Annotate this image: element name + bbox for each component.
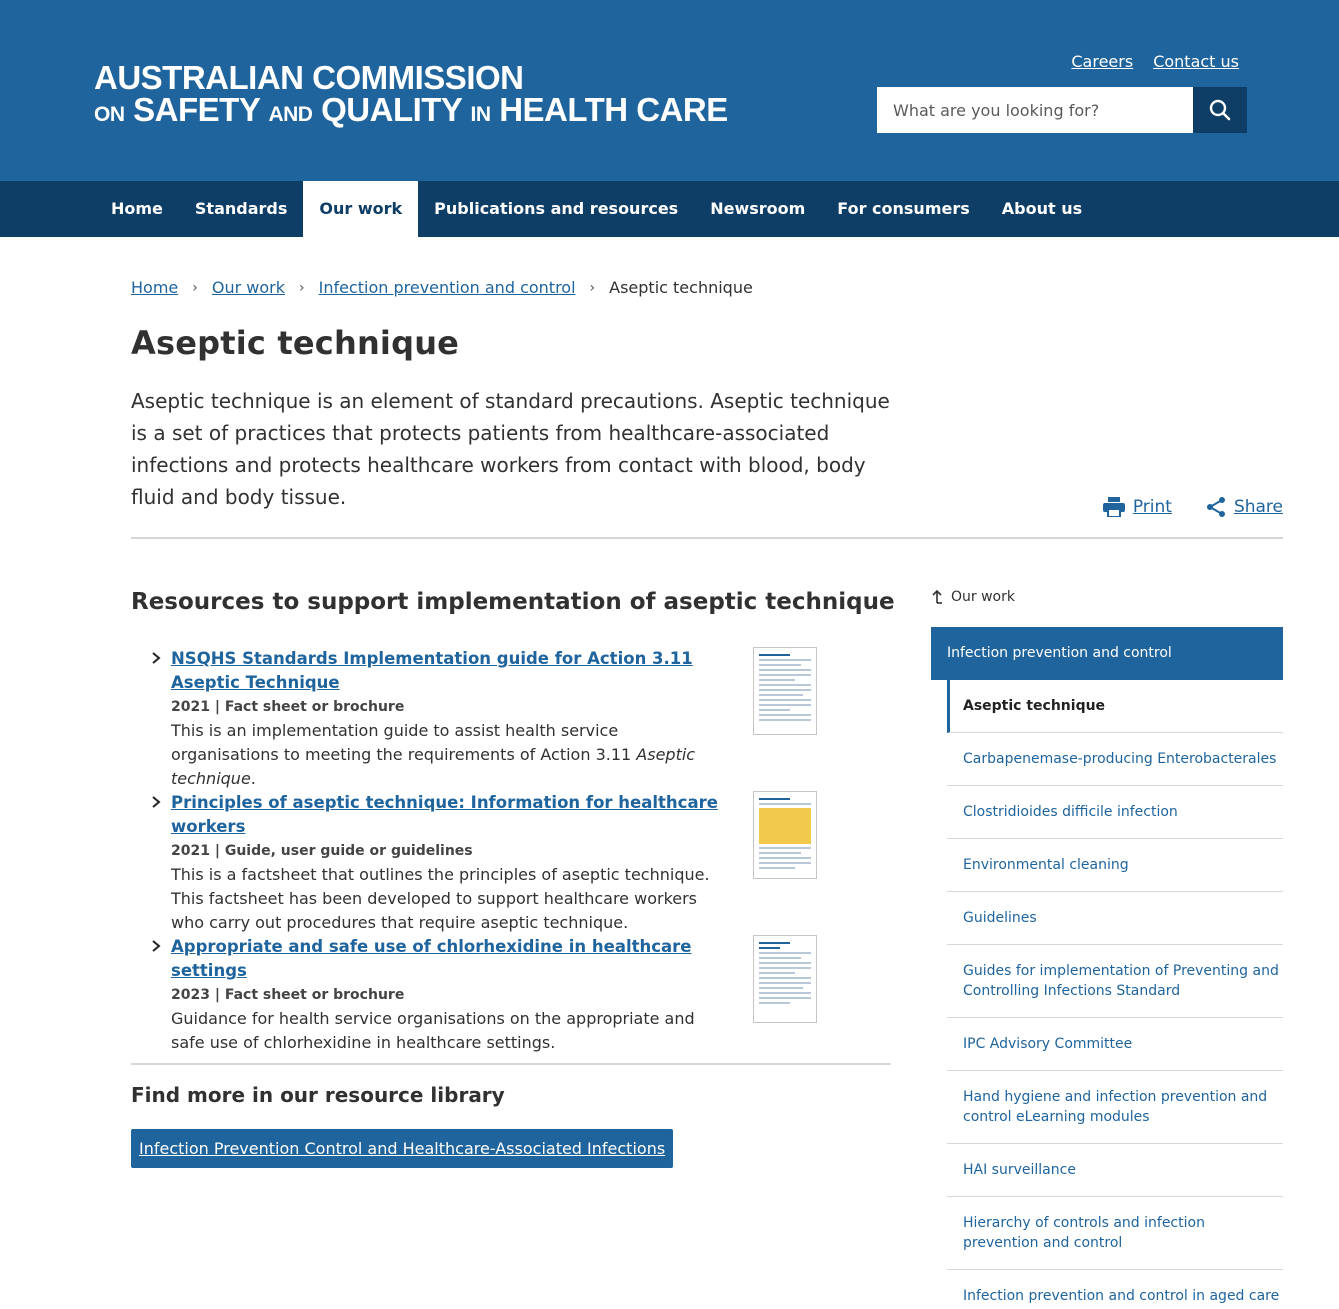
resource-title-link[interactable]: Appropriate and safe use of chlorhexidine in healthcare settings — [171, 937, 692, 980]
sidebar-item-aged-care[interactable]: Infection prevention and control in aged care — [947, 1270, 1283, 1309]
chevron-right-icon: › — [192, 279, 198, 296]
share-icon — [1206, 496, 1226, 518]
resource-desc-text: This is an implementation guide to assist health service organisations to meeting the requirements of Action 3.11 — [171, 721, 637, 764]
sidebar-item-guides-implementation[interactable]: Guides for implementation of Preventing and Controlling Infections Standard — [947, 945, 1283, 1018]
sidebar-item-hai-surveillance[interactable]: HAI surveillance — [947, 1144, 1283, 1197]
resource-meta: 2021 | Fact sheet or brochure — [171, 699, 405, 715]
logo-line-2 — [94, 91, 728, 131]
chevron-right-icon — [151, 795, 161, 809]
resource-meta: 2021 | Guide, user guide or guidelines — [171, 843, 473, 859]
logo-health: HEALTH CARE — [499, 91, 728, 128]
search-bar — [877, 87, 1247, 133]
logo-quality: QUALITY — [321, 91, 462, 128]
resource-thumbnail[interactable] — [753, 791, 817, 879]
resource-description: Guidance for health service organisations on the appropriate and safe use of chlorhexidine in healthcare settings. — [171, 1009, 695, 1052]
resource-title-link[interactable]: Principles of aseptic technique: Information for healthcare workers — [171, 793, 718, 836]
resource-meta: 2023 | Fact sheet or brochure — [171, 987, 405, 1003]
resource-thumbnail[interactable] — [753, 647, 817, 735]
sidebar-item-aseptic-technique[interactable]: Aseptic technique — [947, 680, 1283, 733]
breadcrumb-home[interactable]: Home — [131, 278, 179, 297]
sidebar-item-hierarchy-controls[interactable]: Hierarchy of controls and infection prevention and control — [947, 1197, 1283, 1270]
resource-item — [151, 935, 831, 1055]
nav-home[interactable]: Home — [111, 199, 163, 218]
chevron-right-icon: › — [589, 279, 596, 296]
divider — [131, 537, 1283, 539]
resource-library-button[interactable]: Infection Prevention Control and Healthcare-Associated Infections — [131, 1129, 673, 1168]
divider — [131, 1063, 891, 1065]
breadcrumb-current: Aseptic technique — [609, 278, 753, 297]
site-logo[interactable] — [94, 59, 728, 131]
sidebar-nav — [947, 680, 1283, 1309]
breadcrumb-our-work[interactable]: Our work — [211, 278, 285, 297]
sidebar-up-link[interactable] — [931, 589, 1015, 605]
page-actions — [1103, 496, 1283, 518]
resource-description: This is a factsheet that outlines the principles of aseptic technique. This factsheet has been developed to support healthcare workers who carry out procedures that require aseptic technique. — [171, 865, 710, 932]
resource-description — [171, 719, 716, 791]
print-button[interactable] — [1103, 496, 1172, 518]
main-nav — [0, 181, 1339, 237]
resource-desc-end: . — [250, 769, 256, 788]
sidebar-up-label: Our work — [951, 589, 1015, 605]
nav-our-work[interactable]: Our work — [303, 181, 418, 237]
resource-desc-emphasis: Aseptic technique — [171, 745, 696, 788]
chevron-right-icon — [151, 651, 161, 665]
search-button[interactable] — [1193, 87, 1247, 133]
logo-in: IN — [470, 103, 491, 126]
sidebar-item-hand-hygiene[interactable]: Hand hygiene and infection prevention and control eLearning modules — [947, 1071, 1283, 1144]
resource-item — [151, 791, 831, 935]
resources-heading: Resources to support implementation of aseptic technique — [131, 589, 895, 615]
utility-links — [1071, 52, 1239, 71]
chevron-right-icon — [151, 939, 161, 953]
logo-line-1: AUSTRALIAN COMMISSION — [94, 59, 524, 96]
breadcrumb — [131, 278, 753, 297]
nav-newsroom[interactable]: Newsroom — [710, 199, 806, 218]
search-input[interactable] — [877, 87, 1193, 133]
sidebar-item-c-difficile[interactable]: Clostridioides difficile infection — [947, 786, 1283, 839]
share-label: Share — [1233, 497, 1283, 517]
sidebar-parent-item[interactable]: Infection prevention and control — [931, 627, 1283, 680]
logo-on: ON — [94, 103, 125, 126]
page-title: Aseptic technique — [131, 324, 460, 362]
nav-for-consumers[interactable]: For consumers — [837, 199, 970, 218]
contact-link[interactable]: Contact us — [1153, 52, 1239, 71]
site-header — [0, 0, 1339, 181]
share-button[interactable] — [1206, 496, 1283, 518]
chevron-right-icon: › — [298, 279, 305, 296]
logo-safety: SAFETY — [133, 91, 260, 128]
breadcrumb-ipc[interactable]: Infection prevention and control — [318, 278, 576, 297]
search-icon — [1208, 98, 1232, 122]
arrow-up-icon — [931, 589, 943, 605]
printer-icon — [1103, 497, 1125, 517]
nav-about-us[interactable]: About us — [1001, 199, 1083, 218]
sidebar-item-environmental-cleaning[interactable]: Environmental cleaning — [947, 839, 1283, 892]
sidebar-item-guidelines[interactable]: Guidelines — [947, 892, 1283, 945]
logo-and: AND — [268, 103, 313, 126]
find-more-heading: Find more in our resource library — [131, 1083, 505, 1107]
resource-thumbnail[interactable] — [753, 935, 817, 1023]
resource-title-link[interactable]: NSQHS Standards Implementation guide for Action 3.11 Aseptic Technique — [171, 649, 693, 692]
print-label: Print — [1132, 497, 1172, 517]
careers-link[interactable]: Careers — [1071, 52, 1134, 71]
nav-standards[interactable]: Standards — [194, 199, 288, 218]
intro-text: Aseptic technique is an element of standard precautions. Aseptic technique is a set of practices that protects patients from healthcare-associated infections and protects healthcare workers from contact with blood, body fluid and body tissue. — [131, 389, 890, 509]
sidebar-item-cpe[interactable]: Carbapenemase-producing Enterobacterales — [947, 733, 1283, 786]
resource-item — [151, 647, 831, 791]
nav-publications[interactable]: Publications and resources — [434, 199, 679, 218]
sidebar-item-ipc-advisory[interactable]: IPC Advisory Committee — [947, 1018, 1283, 1071]
